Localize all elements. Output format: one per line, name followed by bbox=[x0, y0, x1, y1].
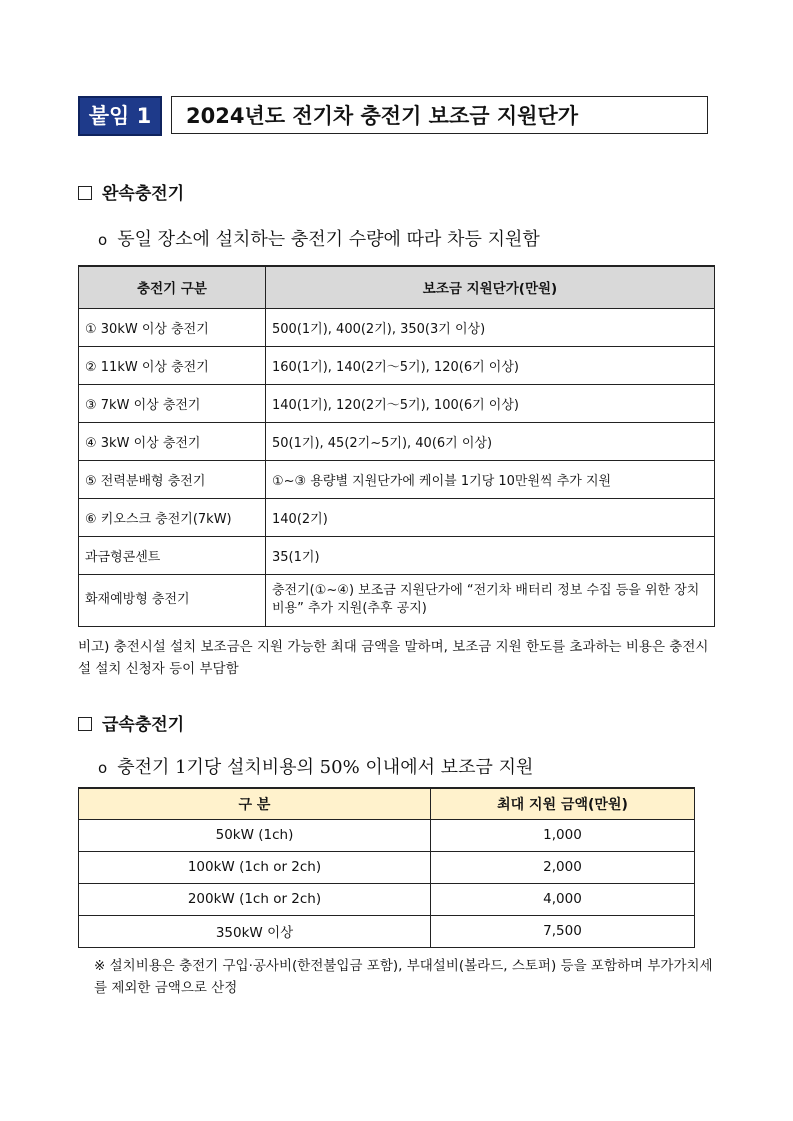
checkbox-square-icon bbox=[78, 186, 92, 200]
table-cell: 140(1기), 120(2기～5기), 100(6기 이상) bbox=[266, 384, 715, 422]
table-cell: 100kW (1ch or 2ch) bbox=[79, 851, 431, 883]
table-cell: 160(1기), 140(2기～5기), 120(6기 이상) bbox=[266, 346, 715, 384]
table-row bbox=[79, 422, 715, 460]
table-cell: ⑤ 전력분배형 충전기 bbox=[79, 460, 266, 498]
table-row bbox=[79, 851, 695, 883]
column-header: 충전기 구분 bbox=[79, 266, 266, 308]
note-label: 비고) bbox=[78, 639, 110, 655]
slow-note bbox=[78, 636, 718, 680]
bullet-fast-text: 충전기 1기당 설치비용의 50% 이내에서 보조금 지원 bbox=[117, 757, 534, 778]
table-cell: ④ 3kW 이상 충전기 bbox=[79, 422, 266, 460]
bullet-circle-icon: o bbox=[98, 759, 108, 777]
table-cell: ①~③ 용량별 지원단가에 케이블 1기당 10만원씩 추가 지원 bbox=[266, 460, 715, 498]
section-fast-heading bbox=[78, 710, 184, 735]
table-row bbox=[79, 915, 695, 947]
table-header-row bbox=[79, 788, 695, 819]
table-row bbox=[79, 536, 715, 574]
table-cell: 1,000 bbox=[431, 819, 695, 851]
table-row bbox=[79, 574, 715, 626]
bullet-slow-text: 동일 장소에 설치하는 충전기 수량에 따라 차등 지원함 bbox=[117, 229, 540, 250]
fast-note bbox=[94, 955, 719, 999]
table-cell: 350kW 이상 bbox=[79, 915, 431, 947]
page-title: 2024년도 전기차 충전기 보조금 지원단가 bbox=[171, 96, 708, 134]
note-text: 설치비용은 충전기 구입·공사비(한전불입금 포함), 부대설비(볼라드, 스토퍼) 등을 포함하며 부가가치세를 제외한 금액으로 산정 bbox=[94, 958, 713, 996]
table-row bbox=[79, 308, 715, 346]
table-row bbox=[79, 819, 695, 851]
note-label: ※ bbox=[94, 958, 106, 974]
table-cell: ② 11kW 이상 충전기 bbox=[79, 346, 266, 384]
table-cell: ⑥ 키오스크 충전기(7kW) bbox=[79, 498, 266, 536]
attachment-tag: 붙임 1 bbox=[78, 96, 162, 136]
table-cell: 35(1기) bbox=[266, 536, 715, 574]
column-header: 보조금 지원단가(만원) bbox=[266, 266, 715, 308]
table-cell: 200kW (1ch or 2ch) bbox=[79, 883, 431, 915]
column-header: 구 분 bbox=[79, 788, 431, 819]
table-cell: 7,500 bbox=[431, 915, 695, 947]
section-fast-title: 급속충전기 bbox=[102, 715, 185, 735]
section-slow-title: 완속충전기 bbox=[102, 184, 185, 204]
table-row bbox=[79, 460, 715, 498]
table-cell: 4,000 bbox=[431, 883, 695, 915]
column-header: 최대 지원 금액(만원) bbox=[431, 788, 695, 819]
table-row bbox=[79, 498, 715, 536]
table-cell: 50kW (1ch) bbox=[79, 819, 431, 851]
table-cell: 140(2기) bbox=[266, 498, 715, 536]
note-text: 충전시설 설치 보조금은 지원 가능한 최대 금액을 말하며, 보조금 지원 한도를 초과하는 비용은 충전시설 설치 신청자 등이 부담함 bbox=[78, 639, 709, 677]
table-cell: ① 30kW 이상 충전기 bbox=[79, 308, 266, 346]
table-row bbox=[79, 384, 715, 422]
table-row bbox=[79, 346, 715, 384]
table-cell: 500(1기), 400(2기), 350(3기 이상) bbox=[266, 308, 715, 346]
table-row bbox=[79, 883, 695, 915]
section-slow-heading bbox=[78, 179, 184, 204]
table-cell: 화재예방형 충전기 bbox=[79, 574, 266, 626]
table-cell: ③ 7kW 이상 충전기 bbox=[79, 384, 266, 422]
bullet-fast bbox=[98, 753, 533, 779]
table-cell: 과금형콘센트 bbox=[79, 536, 266, 574]
slow-charger-table bbox=[78, 265, 715, 627]
table-cell: 50(1기), 45(2기~5기), 40(6기 이상) bbox=[266, 422, 715, 460]
table-cell: 충전기(①~④) 보조금 지원단가에 “전기차 배터리 정보 수집 등을 위한 장치 비용” 추가 지원(추후 공지) bbox=[266, 574, 715, 626]
table-header-row bbox=[79, 266, 715, 308]
fast-charger-table bbox=[78, 787, 695, 948]
table-cell: 2,000 bbox=[431, 851, 695, 883]
bullet-circle-icon: o bbox=[98, 231, 108, 249]
checkbox-square-icon bbox=[78, 717, 92, 731]
bullet-slow bbox=[98, 225, 540, 251]
